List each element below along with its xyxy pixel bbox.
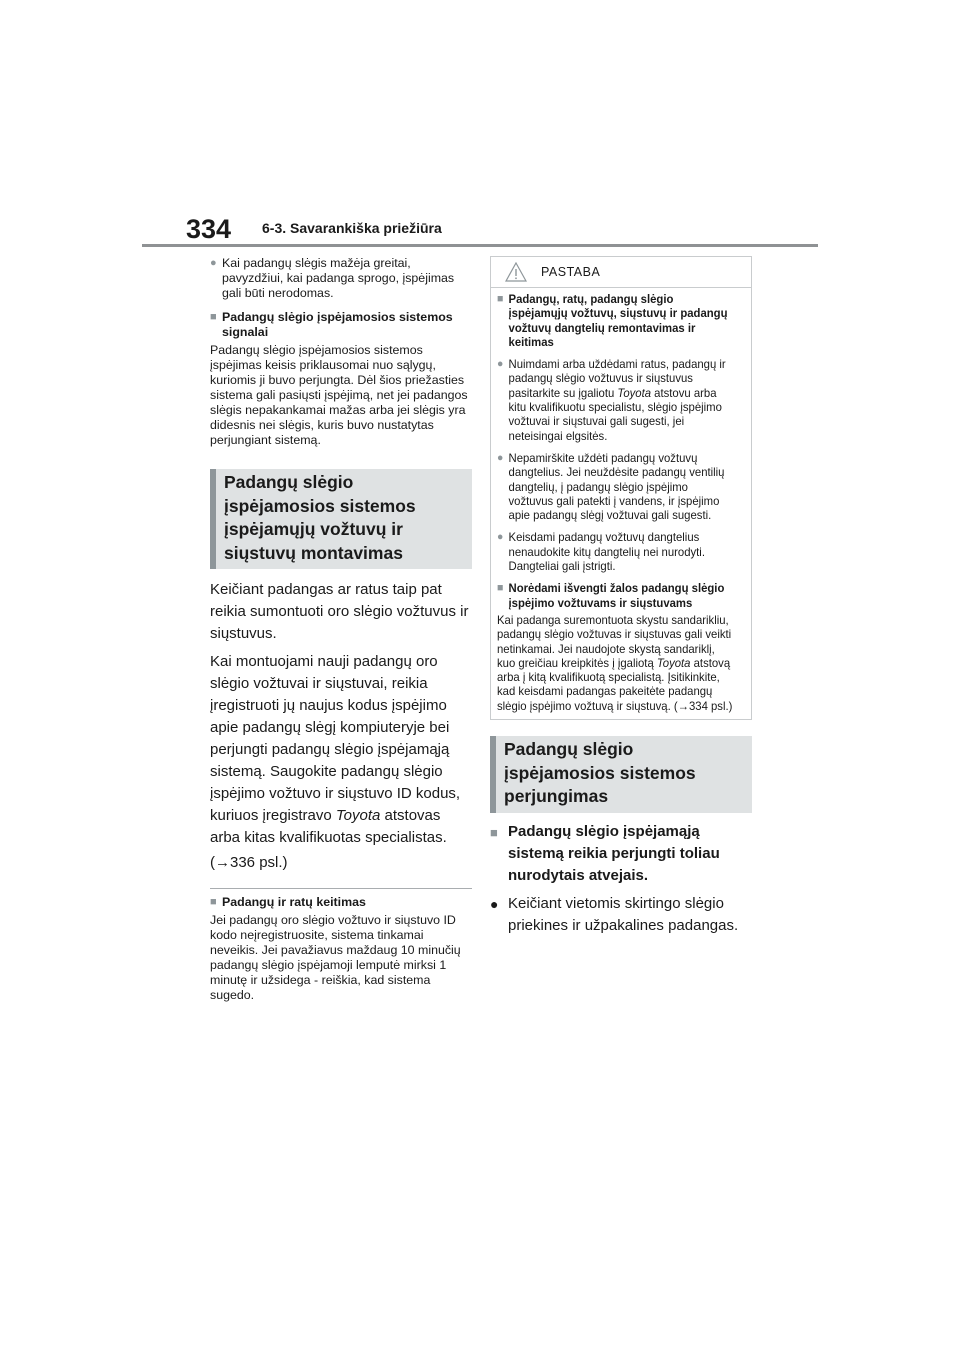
right-column [490,256,752,937]
note-box [490,256,752,720]
note-paragraph-text-a: Kai padanga suremontuota skystu sandarikliu, padangų slėgio vožtuvas ir siųstuvas gali veikti netinkamai. Jei naudojote skystą sandariklį, kuo greičiau kreipkitės į įgaliotą [497,612,732,670]
left-bullet-1: ● Kai padangų slėgis mažėja greitai, pavyzdžiui, kai padanga sprogo, įspėjimas gali būti nerodomas. [210,256,472,301]
brand-toyota: Toyota [335,807,381,824]
left-heading-signals: ■ Padangų slėgio įspėjamosios sistemos signalai [210,310,472,340]
right-bullet-1: ● Keičiant vietomis skirtingo slėgio priekines ir užpakalines padangas. [490,893,752,937]
note-label: PASTABA [541,265,601,279]
registration-text-a: Kai montuojami nauji padangų oro slėgio vožtuvai ir siųstuvai, reikia įregistruoti jų naujus kodus įspėjimo apie padangų slėgį kompiuteryje bei perjungti padangų slėgio įspėjamąją sistemą. Saugokite padangų slėgio įspėjimo vožtuvo ir siųstuvo ID kodus, kuriuos įregistravo [210,653,461,824]
section-box-installation [210,469,472,569]
note-heading-repair: ■ Padangų, ratų, padangų slėgio įspėjamųjų vožtuvų, siųstuvų ir padangų vožtuvų dangtelių remontavimas ir keitimas [497,292,735,349]
left-column [210,256,472,1003]
note-paragraph-text-b: atstovą arba į kitą kvalifikuotą specialistą. Įsitikinkite, kad keisdami padangas pakeitėte padangų slėgio įspėjimo vožtuvą ir siųstuvą. (→334 psl.) [497,655,733,713]
note-body [491,288,751,719]
note-bullet-3: ● Keisdami padangų vožtuvų dangtelius nenaudokite kitų dangtelių nei nurodyti. Dangteliai gali įstrigti. [497,530,735,573]
left-paragraph-signals: Padangų slėgio įspėjamosios sistemos įspėjimas keisis priklausomai nuo sąlygų, kuriomis ji buvo perjungta. Dėl šios priežasties sistema gali pasiųsti įspėjimą, net jei padangos slėgis nepakankamai mažas arba jei slėgis yra didesnis nei slėgis, kuris buvo nustatytas perjungiant sistemą. [210,343,468,447]
header-divider [142,244,818,247]
note-bullet-1-text-a: Nuimdami arba uždėdami ratus, padangų ir padangų slėgio vožtuvus ir siųstuvus pasitarkite su įgaliotu [508,357,726,400]
right-heading-initialize: ■ Padangų slėgio įspėjamąją sistemą reikia perjungti toliau nurodytais atvejais. [490,821,752,887]
registration-text-b: atstovas arba kitas kvalifikuotas specialistas. [210,807,447,846]
note-brand-toyota-1: Toyota [617,385,652,400]
left-paragraph-tire-change: Jei padangų oro slėgio vožtuvo ir siųstuvo ID kodo neįregistruosite, sistema tinkamai neveikis. Jei pavažiavus maždaug 10 minučių padangų slėgio įspėjamoji lemputė mirksi 1 minutę ir užsidega - reiškia, kad sistema sugedo. [210,913,461,1002]
section-title-installation: Padangų slėgio įspėjamosios sistemos įspėjamųjų vožtuvų ir siųstuvų montavimas [224,472,416,563]
note-bullet-1-text-b: atstovu arba kitu kvalifikuotu specialistu, slėgio įspėjimo vožtuvai ir siųstuvai gali sugesti, jei neteisingai elgsitės. [508,385,722,443]
note-bullet-1 [497,357,735,443]
chapter-title: 6-3. Savarankiška priežiūra [262,220,442,236]
section-box-initialization [490,736,752,813]
left-paragraph-replacement: Keičiant padangas ar ratus taip pat reikia sumontuoti oro slėgio vožtuvus ir siųstuvus. [210,581,469,642]
note-paragraph-sealant [497,613,735,713]
page-number: 334 [186,214,232,244]
section-title-initialization: Padangų slėgio įspėjamosios sistemos perjungimas [504,739,696,807]
note-header [491,257,751,288]
note-heading-damage: ■ Norėdami išvengti žalos padangų slėgio įspėjimo vožtuvams ir siųstuvams [497,581,735,610]
note-brand-toyota-2: Toyota [656,655,691,670]
left-heading-tire-change: ■ Padangų ir ratų keitimas [210,895,472,910]
warning-triangle-icon [505,262,527,282]
left-paragraph-registration [210,651,472,849]
left-thin-divider [210,888,472,889]
left-page-reference: (→336 psl.) [210,854,288,871]
note-bullet-2: ● Nepamirškite uždėti padangų vožtuvų dangtelius. Jei neuždėsite padangų ventilių dangtelių, į padangų slėgio įspėjimo vožtuvus gali patekti į vandens, ir įspėjimo apie padangų slėgį vožtuvai gali sugesti. [497,451,735,522]
